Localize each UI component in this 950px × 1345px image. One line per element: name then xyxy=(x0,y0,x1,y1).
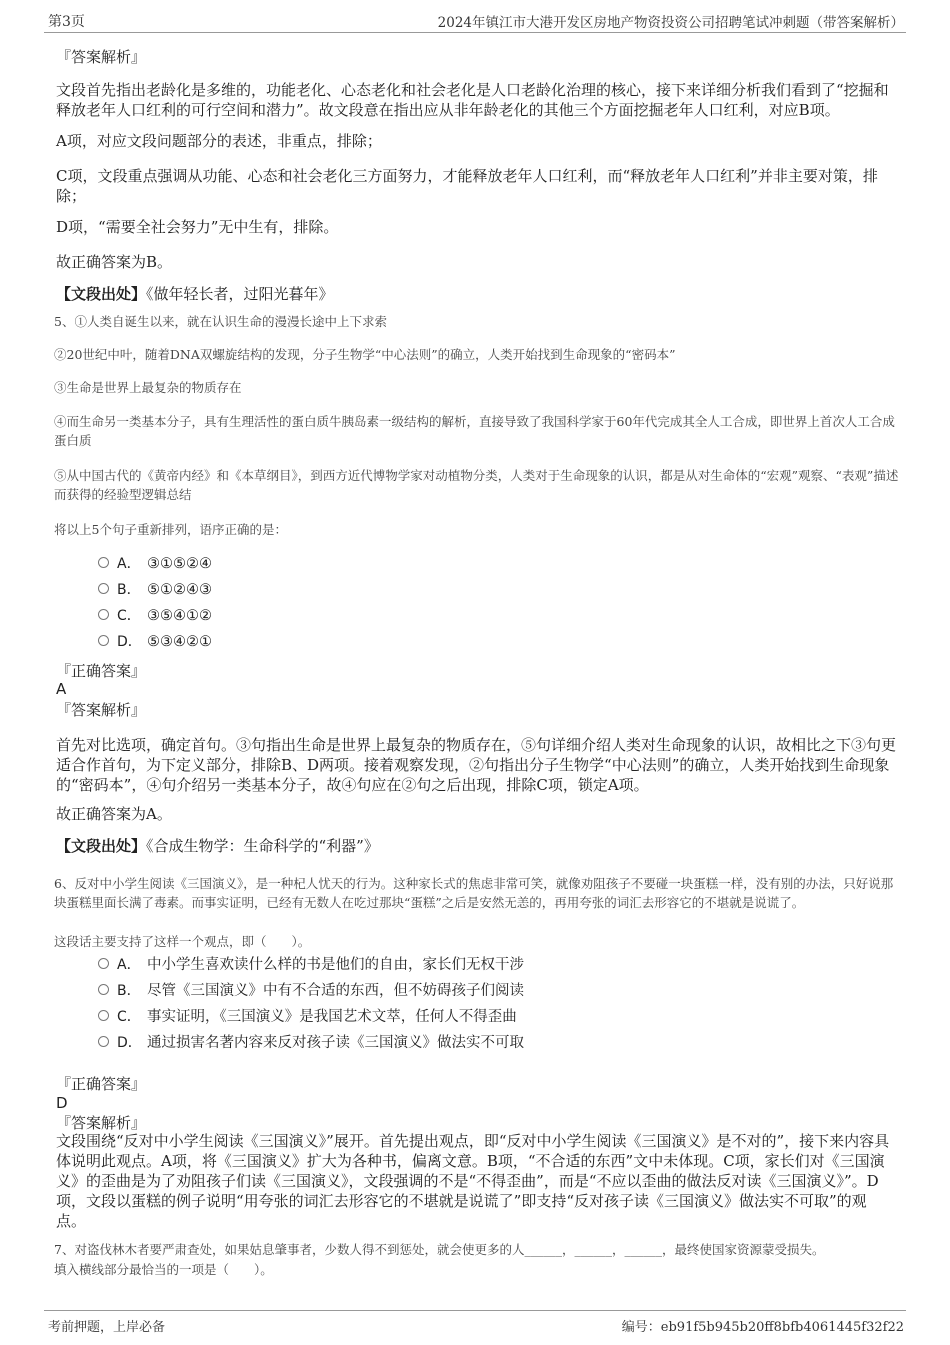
radio-icon[interactable] xyxy=(98,984,109,995)
q6-option-a[interactable]: A． 中小学生喜欢读什么样的书是他们的自由，家长们无权干涉 xyxy=(98,954,524,976)
q5-analysis: 首先对比选项，确定首句。③句指出生命是世界上最复杂的物质存在，⑤句详细介绍人类对生命现象的认识，故相比之下③句更适合作首句，为下定义部分，排除B、D两项。接着观察发现，②句指出分子生物学“中心法则”的确立，人类开始找到生命现象的“密码本”，④句介绍另一类基本分子，故④句应在②句之后出现，排除C项，锁定A项。 xyxy=(56,736,897,794)
footer-slogan: 考前押题，上岸必备 xyxy=(48,1320,166,1335)
radio-icon[interactable] xyxy=(98,1010,109,1021)
q5-sentence-4: ④而生命另一类基本分子，具有生理活性的蛋白质牛胰岛素一级结构的解析，直接导致了我国科学家于60年代完成其全人工合成，即世界上首次人工合成蛋白质 xyxy=(54,414,895,448)
q6-prompt: 这段话主要支持了这样一个观点，即（ ）。 xyxy=(54,934,311,949)
q5-sentence-1: 5、①人类自诞生以来，就在认识生命的漫漫长途中上下求索 xyxy=(54,314,387,329)
header-divider xyxy=(44,32,906,33)
q4-conclusion: 故正确答案为B。 xyxy=(56,253,173,271)
q5-source xyxy=(56,836,896,856)
radio-icon[interactable] xyxy=(98,609,109,620)
q4-source xyxy=(56,284,896,304)
radio-icon[interactable] xyxy=(98,557,109,568)
q5-option-d[interactable]: D． ⑤③④②① xyxy=(98,631,212,653)
q6-analysis-label: 『答案解析』 xyxy=(56,1114,147,1132)
q4-analysis-label: 『答案解析』 xyxy=(56,48,147,66)
document-title: 2024年镇江市大港开发区房地产物资投资公司招聘笔试冲刺题（带答案解析） xyxy=(437,15,904,31)
q7-stem: 7、对盗伐林木者要严肃查处，如果姑息肇事者，少数人得不到惩处，就会使更多的人______，______，______，最终使国家资源蒙受损失。 xyxy=(54,1242,825,1257)
q6-stem: 6、反对中小学生阅读《三国演义》，是一种杞人忧天的行为。这种家长式的焦虑非常可笑，就像劝阻孩子不要碰一块蛋糕一样，没有别的办法，只好说那块蛋糕里面长满了毒素。而事实证明，已经有无数人在吃过那块“蛋糕”之后是安然无恙的，再用夸张的词汇去形容它的不堪就是说谎了。 xyxy=(54,876,894,910)
q4-analysis-p1: 文段首先指出老龄化是多维的，功能老化、心态老化和社会老化是人口老龄化治理的核心，接下来详细分析我们看到了“挖掘和释放老年人口红利的可行空间和潜力”。故文段意在指出应从非年龄老化的其他三个方面挖掘老年人口红利，对应B项。 xyxy=(56,81,889,119)
radio-icon[interactable] xyxy=(98,1036,109,1047)
q6-option-b[interactable]: B． 尽管《三国演义》中有不合适的东西，但不妨碍孩子们阅读 xyxy=(98,980,524,1002)
q5-sentence-5: ⑤从中国古代的《黄帝内经》和《本草纲目》，到西方近代博物学家对动植物分类，人类对于生命现象的认识，都是从对生命体的“宏观”观察、“表观”描述而获得的经验型逻辑总结 xyxy=(54,468,899,502)
q4-analysis-p4: D项，“需要全社会努力”无中生有，排除。 xyxy=(56,218,339,236)
q6-option-c[interactable]: C． 事实证明，《三国演义》是我国艺术文萃，任何人不得歪曲 xyxy=(98,1006,517,1028)
q5-source-label: 【文段出处】 xyxy=(56,837,147,855)
q5-answer: A xyxy=(56,680,67,698)
radio-icon[interactable] xyxy=(98,583,109,594)
radio-icon[interactable] xyxy=(98,958,109,969)
footer-divider xyxy=(44,1310,906,1311)
q5-option-c[interactable]: C． ③⑤④①② xyxy=(98,605,212,627)
q4-analysis-p2: A项，对应文段问题部分的表述，非重点，排除； xyxy=(56,132,382,150)
q5-sentence-3: ③生命是世界上最复杂的物质存在 xyxy=(54,380,242,395)
page-footer xyxy=(0,1310,950,1345)
q4-source-label: 【文段出处】 xyxy=(56,285,147,303)
q7-prompt: 填入横线部分最恰当的一项是（ ）。 xyxy=(54,1262,273,1277)
q6-analysis: 文段围绕“反对中小学生阅读《三国演义》”展开。首先提出观点，即“反对中小学生阅读《三国演义》是不对的”，接下来内容具体说明此观点。A项，将《三国演义》扩大为各种书，偏离文意。B项，“不合适的东西”文中未体现。C项，家长们对《三国演义》的歪曲是为了劝阻孩子们读《三国演义》，文段强调的不是“不得歪曲”，而是“不应以歪曲的做法反对读《三国演义》”。D项，文段以蛋糕的例子说明“用夸张的词汇去形容它的不堪就是说谎了”即支持“反对孩子读《三国演义》做法实不可取”的观点。 xyxy=(56,1132,890,1230)
radio-icon[interactable] xyxy=(98,635,109,646)
q4-analysis-p3: C项，文段重点强调从功能、心态和社会老化三方面努力，才能释放老年人口红利，而“释放老年人口红利”并非主要对策，排除； xyxy=(56,167,878,205)
q5-sentence-2: ②20世纪中叶，随着DNA双螺旋结构的发现，分子生物学“中心法则”的确立，人类开始找到生命现象的“密码本” xyxy=(54,347,676,362)
q4-source-text: 《做年轻长者，过阳光暮年》 xyxy=(146,285,334,303)
q5-conclusion: 故正确答案为A。 xyxy=(56,805,172,823)
page-number: 第3页 xyxy=(48,14,85,30)
q6-answer-label: 『正确答案』 xyxy=(56,1075,147,1093)
q5-option-b[interactable]: B． ⑤①②④③ xyxy=(98,579,212,601)
q5-answer-label: 『正确答案』 xyxy=(56,662,147,680)
q5-option-a[interactable]: A． ③①⑤②④ xyxy=(98,553,212,575)
q5-analysis-label: 『答案解析』 xyxy=(56,701,147,719)
footer-serial: 编号：eb91f5b945b20ff8bfb4061445f32f22 xyxy=(621,1320,904,1335)
q6-option-d[interactable]: D． 通过损害名著内容来反对孩子读《三国演义》做法实不可取 xyxy=(98,1032,524,1054)
q5-prompt: 将以上5个句子重新排列，语序正确的是： xyxy=(54,522,287,537)
q6-answer: D xyxy=(56,1094,68,1112)
page-header xyxy=(0,0,950,34)
q5-source-text: 《合成生物学：生命科学的“利器”》 xyxy=(146,837,379,855)
